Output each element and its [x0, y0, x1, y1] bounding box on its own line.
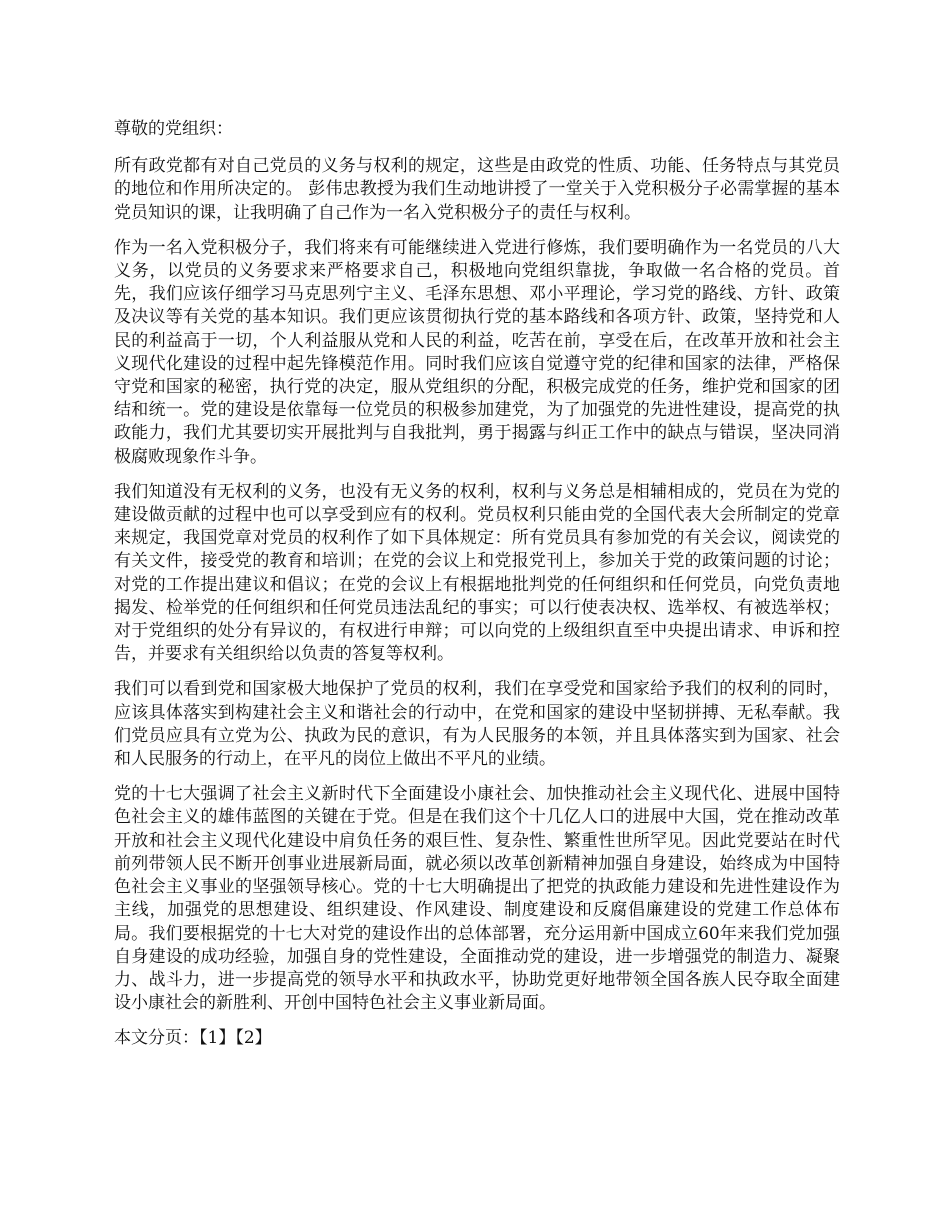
page-link-1[interactable]: 【1】 — [199, 1028, 236, 1049]
pagination — [114, 1027, 840, 1050]
letter-body — [114, 118, 840, 1063]
salutation: 尊敬的党组织： — [114, 119, 233, 139]
paragraph-3: 我们知道没有无权利的义务，也没有无义务的权利，权利与义务总是相辅相成的，党员在为党的建设做贡献的过程中也可以享受到应有的权利。党员权利只能由党的全国代表大会所制定的党章来规定，我国党章对党员的权利作了如下具体规定：所有党员具有参加党的有关会议，阅读党的有关文件，接受党的教育和培训；在党的会议上和党报党刊上，参加关于党的政策问题的讨论；对党的工作提出建议和倡议；在党的会议上有根据地批判党的任何组织和任何党员，向党负责地揭发、检举党的任何组织和任何党员违法乱纪的事实；可以行使表决权、选举权、有被选举权；对于党组织的处分有异议的，有权进行申辩；可以向党的上级组织直至中央提出请求、申诉和控告，并要求有关组织给以负责的答复等权利。 — [114, 481, 840, 665]
paragraph-5: 党的十七大强调了社会主义新时代下全面建设小康社会、加快推动社会主义现代化、进展中国特色社会主义的雄伟蓝图的关键在于党。但是在我们这个十几亿人口的进展中大国，党在推动改革开放和社会主义现代化建设中肩负任务的艰巨性、复杂性、繁重性世所罕见。因此党要站在时代前列带领人民不断开创事业进展新局面，就必须以改革创新精神加强自身建设，始终成为中国特色社会主义事业的坚强领导核心。党的十七大明确提出了把党的执政能力建设和先进性建设作为主线，加强党的思想建设、组织建设、作风建设、制度建设和反腐倡廉建设的党建工作总体布局。我们要根据党的十七大对党的建设作出的总体部署，充分运用新中国成立60年来我们党加强自身建设的成功经验，加强自身的党性建设，全面推动党的建设，进一步增强党的制造力、凝聚力、战斗力，进一步提高党的领导水平和执政水平，协助党更好地带领全国各族人民夺取全面建设小康社会的新胜利、开创中国特色社会主义事业新局面。 — [114, 784, 840, 1014]
paragraph-2: 作为一名入党积极分子，我们将来有可能继续进入党进行修炼，我们要明确作为一名党员的八大义务，以党员的义务要求来严格要求自己，积极地向党组织靠拢，争取做一名合格的党员。首先，我们应该仔细学习马克思列宁主义、毛泽东思想、邓小平理论，学习党的路线、方针、政策及决议等有关党的基本知识。我们更应该贯彻执行党的基本路线和各项方针、政策，坚持党和人民的利益高于一切，个人利益服从党和人民的利益，吃苦在前，享受在后，在改革开放和社会主义现代化建设的过程中起先锋模范作用。同时我们应该自觉遵守党的纪律和国家的法律，严格保守党和国家的秘密，执行党的决定，服从党组织的分配，积极完成党的任务，维护党和国家的团结和统一。党的建设是依靠每一位党员的积极参加建党，为了加强党的先进性建设，提高党的执政能力，我们尤其要切实开展批判与自我批判，勇于揭露与纠正工作中的缺点与错误，坚决同消极腐败现象作斗争。 — [114, 237, 840, 467]
page-link-2[interactable]: 【2】 — [235, 1028, 272, 1049]
paragraph-1: 所有政党都有对自己党员的义务与权利的规定，这些是由政党的性质、功能、任务特点与其党员的地位和作用所决定的。 彭伟忠教授为我们生动地讲授了一堂关于入党积极分子必需掌握的基本党员知识的课，让我明确了自己作为一名入党积极分子的责任与权利。 — [114, 156, 840, 223]
pagination-label: 本文分页： — [114, 1028, 199, 1049]
paragraph-4: 我们可以看到党和国家极大地保护了党员的权利，我们在享受党和国家给予我们的权利的同时，应该具体落实到构建社会主义和谐社会的行动中，在党和国家的建设中坚韧拼搏、无私奉献。我们党员应具有立党为公、执政为民的意识，有为人民服务的本领，并且具体落实到为国家、社会和人民服务的行动上，在平凡的岗位上做出不平凡的业绩。 — [114, 679, 840, 770]
